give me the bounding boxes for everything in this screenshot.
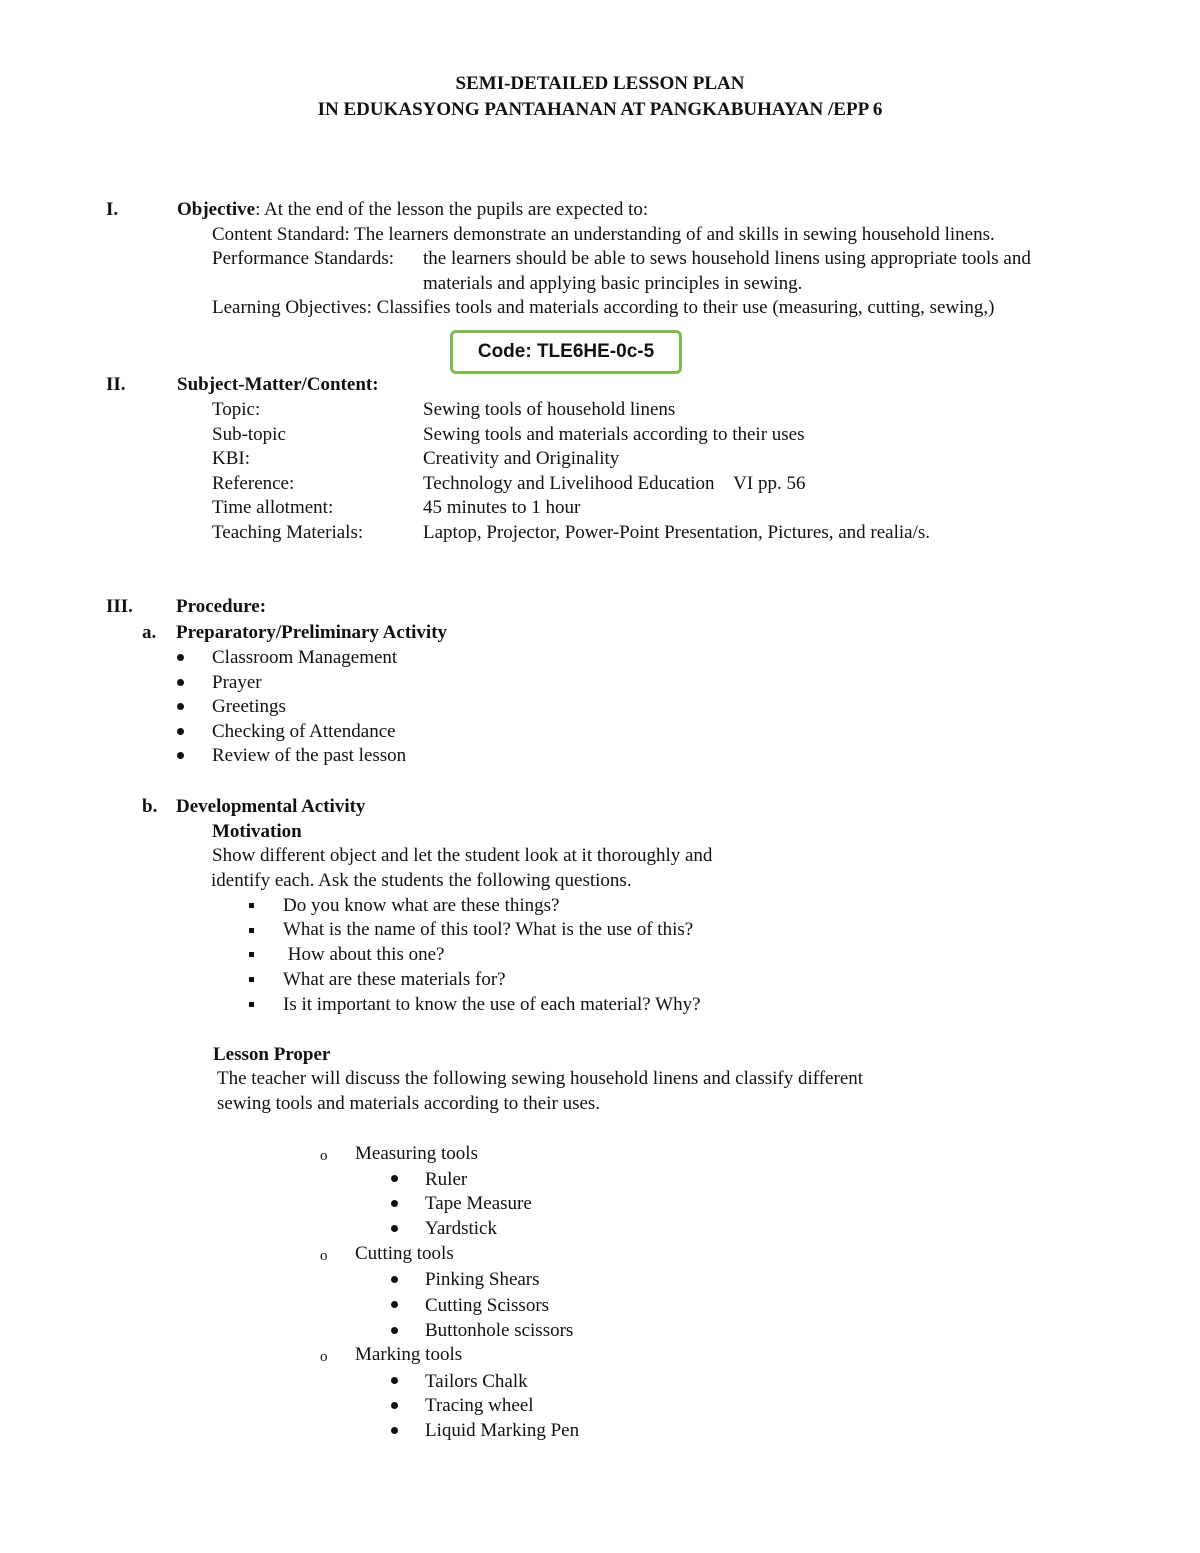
subject-row-value: Sewing tools of household linens bbox=[423, 399, 676, 420]
bullet-icon bbox=[391, 1427, 398, 1434]
bullet-icon bbox=[177, 728, 184, 735]
tool-item: Pinking Shears bbox=[425, 1269, 540, 1290]
subject-row-label: KBI: bbox=[212, 448, 250, 469]
procedure-heading: Procedure: bbox=[176, 596, 267, 617]
tool-item: Cutting Scissors bbox=[425, 1295, 550, 1316]
bullet-icon bbox=[391, 1301, 398, 1308]
learning-objectives: Learning Objectives: Classifies tools and materials according to their use (measuring, cutting, sewing,) bbox=[212, 297, 995, 318]
bullet-icon bbox=[177, 679, 184, 686]
tool-item: Tailors Chalk bbox=[425, 1371, 528, 1392]
code-badge: Code: TLE6HE-0c-5 bbox=[450, 330, 682, 374]
motivation-text-cont: identify each. Ask the students the following questions. bbox=[211, 870, 632, 891]
circle-bullet-icon: o bbox=[320, 1349, 328, 1365]
bullet-icon bbox=[177, 654, 184, 661]
lesson-proper-text: The teacher will discuss the following sewing household linens and classify different bbox=[217, 1068, 864, 1089]
list-item: Checking of Attendance bbox=[212, 721, 396, 742]
subject-row-label: Time allotment: bbox=[212, 497, 334, 518]
motivation-heading: Motivation bbox=[212, 821, 302, 842]
objective-line bbox=[177, 198, 648, 222]
question-item: What are these materials for? bbox=[283, 969, 506, 990]
list-item: Greetings bbox=[212, 696, 286, 717]
square-bullet-icon bbox=[249, 1002, 254, 1007]
question-item: What is the name of this tool? What is the use of this? bbox=[283, 919, 694, 940]
performance-standards-label: Performance Standards: bbox=[212, 248, 395, 269]
bullet-icon bbox=[177, 752, 184, 759]
subject-row-value: Creativity and Originality bbox=[423, 448, 620, 469]
performance-standards-text-cont: materials and applying basic principles in sewing. bbox=[423, 273, 803, 294]
objective-intro: : At the end of the lesson the pupils are expected to: bbox=[255, 199, 649, 220]
category-heading: Marking tools bbox=[355, 1344, 463, 1365]
objective-label: Objective bbox=[177, 199, 256, 220]
square-bullet-icon bbox=[249, 952, 254, 957]
question-item: Is it important to know the use of each material? Why? bbox=[283, 994, 701, 1015]
circle-bullet-icon: o bbox=[320, 1148, 328, 1164]
tool-item: Tracing wheel bbox=[425, 1395, 534, 1416]
motivation-text: Show different object and let the student look at it thoroughly and bbox=[212, 845, 713, 866]
category-heading: Measuring tools bbox=[355, 1143, 478, 1164]
subsection-letter-a: a. bbox=[142, 622, 157, 643]
document-subtitle: IN EDUKASYONG PANTAHANAN AT PANGKABUHAYAN /EPP 6 bbox=[317, 99, 883, 120]
list-item: Classroom Management bbox=[212, 647, 398, 668]
subsection-letter-b: b. bbox=[142, 796, 158, 817]
preparatory-heading: Preparatory/Preliminary Activity bbox=[176, 622, 448, 643]
section-numeral-2: II. bbox=[106, 374, 126, 395]
tool-item: Buttonhole scissors bbox=[425, 1320, 574, 1341]
question-item: How about this one? bbox=[283, 944, 445, 965]
subject-row-value: Technology and Livelihood Education VI pp. 56 bbox=[423, 473, 806, 494]
subject-row-label: Topic: bbox=[212, 399, 261, 420]
bullet-icon bbox=[391, 1377, 398, 1384]
subject-row-label: Reference: bbox=[212, 473, 295, 494]
list-item: Prayer bbox=[212, 672, 262, 693]
subject-matter-heading: Subject-Matter/Content: bbox=[177, 374, 379, 395]
section-numeral-1: I. bbox=[106, 199, 119, 220]
list-item: Review of the past lesson bbox=[212, 745, 407, 766]
tool-item: Tape Measure bbox=[425, 1193, 532, 1214]
bullet-icon bbox=[391, 1402, 398, 1409]
document-title: SEMI-DETAILED LESSON PLAN bbox=[455, 73, 745, 94]
developmental-heading: Developmental Activity bbox=[176, 796, 366, 817]
square-bullet-icon bbox=[249, 928, 254, 933]
lesson-proper-text-cont: sewing tools and materials according to their uses. bbox=[217, 1093, 601, 1114]
square-bullet-icon bbox=[249, 903, 254, 908]
tool-item: Liquid Marking Pen bbox=[425, 1420, 580, 1441]
tool-item: Ruler bbox=[425, 1169, 468, 1190]
subject-row-label: Sub-topic bbox=[212, 424, 286, 445]
square-bullet-icon bbox=[249, 977, 254, 982]
circle-bullet-icon: o bbox=[320, 1248, 328, 1264]
category-heading: Cutting tools bbox=[355, 1243, 454, 1264]
tool-item: Yardstick bbox=[425, 1218, 497, 1239]
bullet-icon bbox=[391, 1276, 398, 1283]
subject-row-value: Sewing tools and materials according to their uses bbox=[423, 424, 805, 445]
subject-row-value: Laptop, Projector, Power-Point Presentation, Pictures, and realia/s. bbox=[423, 522, 930, 543]
bullet-icon bbox=[391, 1175, 398, 1182]
lesson-proper-heading: Lesson Proper bbox=[213, 1044, 331, 1065]
bullet-icon bbox=[391, 1327, 398, 1334]
performance-standards-text: the learners should be able to sews household linens using appropriate tools and bbox=[423, 248, 1031, 269]
content-standard: Content Standard: The learners demonstrate an understanding of and skills in sewing household linens. bbox=[212, 224, 995, 245]
question-item: Do you know what are these things? bbox=[283, 895, 560, 916]
subject-row-label: Teaching Materials: bbox=[212, 522, 364, 543]
section-numeral-3: III. bbox=[106, 596, 133, 617]
subject-row-value: 45 minutes to 1 hour bbox=[423, 497, 581, 518]
bullet-icon bbox=[391, 1200, 398, 1207]
bullet-icon bbox=[391, 1225, 398, 1232]
bullet-icon bbox=[177, 703, 184, 710]
